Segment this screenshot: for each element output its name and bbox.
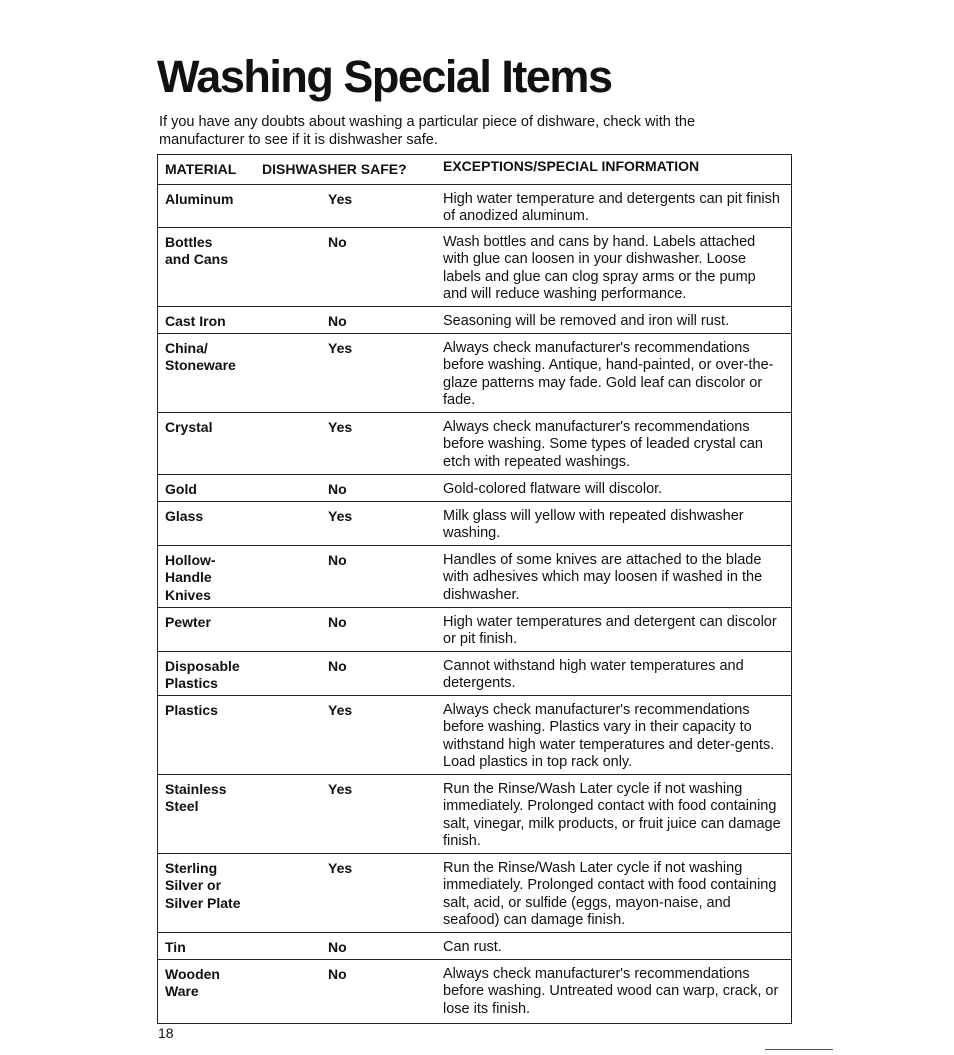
table-row — [158, 545, 791, 607]
material-cell: China/ Stoneware — [165, 340, 236, 374]
dishwasher-safe-cell: Yes — [328, 419, 353, 435]
exceptions-cell: Always check manufacturer's recommendations before washing. Some types of leaded crystal can etch with repeated washings. — [443, 419, 763, 470]
exceptions-cell: Always check manufacturer's recommendations before washing. Untreated wood can warp, crack, or lose its finish. — [443, 966, 779, 1017]
table-row — [158, 607, 791, 651]
material-cell: Bottles and Cans — [165, 234, 229, 268]
intro-paragraph: If you have any doubts about washing a particular piece of dishware, check with the manufacturer to see if it is dishwasher safe. — [159, 114, 696, 148]
table-row — [158, 412, 791, 474]
dishwasher-safe-cell: Yes — [328, 508, 353, 524]
page-number: 18 — [158, 1025, 174, 1041]
material-cell: Sterling Silver or Silver Plate — [165, 860, 241, 911]
exceptions-cell: Seasoning will be removed and iron will rust. — [443, 313, 730, 329]
material-cell: Crystal — [165, 419, 213, 435]
dishwasher-safe-cell: Yes — [328, 702, 353, 718]
dishwasher-safe-cell: No — [328, 234, 347, 250]
exceptions-cell: Milk glass will yellow with repeated dishwasher washing. — [443, 508, 744, 542]
exceptions-cell: Run the Rinse/Wash Later cycle if not washing immediately. Prolonged contact with food containing salt, vinegar, milk products, or fruit juice can damage finish. — [443, 781, 781, 850]
exceptions-cell: Always check manufacturer's recommendations before washing. Plastics vary in their capacity to withstand high water temperatures and deter-gents. Load plastics in top rack only. — [443, 702, 775, 771]
table-row — [158, 695, 791, 774]
table-row — [158, 959, 791, 1023]
table-row — [158, 227, 791, 306]
material-cell: Tin — [165, 939, 186, 955]
table-row — [158, 651, 791, 695]
corner-rule — [765, 1049, 833, 1050]
exceptions-cell: Gold-colored flatware will discolor. — [443, 481, 663, 497]
dishwasher-safe-cell: No — [328, 552, 347, 568]
table-row — [158, 184, 791, 227]
exceptions-cell: Run the Rinse/Wash Later cycle if not washing immediately. Prolonged contact with food containing salt, acid, or sulfide (eggs, mayon-naise, and seafood) can damage finish. — [443, 860, 777, 929]
header-exceptions: EXCEPTIONS/SPECIAL INFORMATION — [443, 158, 700, 175]
exceptions-cell: Wash bottles and cans by hand. Labels attached with glue can loosen in your dishwasher. Loose labels and glue can clog spray arms or the pump and will reduce washing performance. — [443, 234, 756, 303]
dishwasher-safe-cell: Yes — [328, 860, 353, 876]
material-cell: Pewter — [165, 614, 211, 630]
material-cell: Aluminum — [165, 191, 234, 207]
table-body — [158, 184, 791, 1023]
dishwasher-safe-cell: No — [328, 658, 347, 674]
table-row — [158, 853, 791, 932]
exceptions-cell: High water temperature and detergents can pit finish of anodized aluminum. — [443, 191, 780, 225]
exceptions-cell: Handles of some knives are attached to the blade with adhesives which may loosen if washed in the dishwasher. — [443, 552, 763, 603]
material-cell: Hollow- Handle Knives — [165, 552, 216, 603]
header-material: MATERIAL — [165, 160, 237, 177]
exceptions-cell: Always check manufacturer's recommendations before washing. Antique, hand-painted, or over-the-glaze patterns may fade. Gold leaf can discolor or fade. — [443, 340, 774, 409]
dishwasher-safe-cell: Yes — [328, 340, 353, 356]
dishwasher-safe-cell: No — [328, 966, 347, 982]
table-row — [158, 774, 791, 853]
dishwasher-safe-cell: No — [328, 313, 347, 329]
material-cell: Cast Iron — [165, 313, 226, 329]
table-row — [158, 306, 791, 333]
dishwasher-safe-cell: Yes — [328, 781, 353, 797]
material-cell: Stainless Steel — [165, 781, 227, 815]
material-cell: Wooden Ware — [165, 966, 220, 1000]
material-cell: Disposable Plastics — [165, 658, 240, 692]
material-cell: Plastics — [165, 702, 218, 718]
header-dishwasher-safe: DISHWASHER SAFE? — [262, 160, 407, 177]
table-row — [158, 501, 791, 545]
table-header — [158, 155, 791, 184]
exceptions-cell: Can rust. — [443, 939, 502, 955]
material-cell: Glass — [165, 508, 204, 524]
table-row — [158, 932, 791, 959]
exceptions-cell: Cannot withstand high water temperatures and detergents. — [443, 658, 744, 692]
dishwasher-safe-cell: Yes — [328, 191, 353, 207]
page-title: Washing Special Items — [157, 51, 612, 102]
dishwasher-safe-cell: No — [328, 614, 347, 630]
table-row — [158, 333, 791, 412]
dishwasher-safe-cell: No — [328, 939, 347, 955]
exceptions-cell: High water temperatures and detergent can discolor or pit finish. — [443, 614, 777, 648]
materials-table — [157, 154, 792, 1024]
material-cell: Gold — [165, 481, 197, 497]
dishwasher-safe-cell: No — [328, 481, 347, 497]
table-row — [158, 474, 791, 501]
